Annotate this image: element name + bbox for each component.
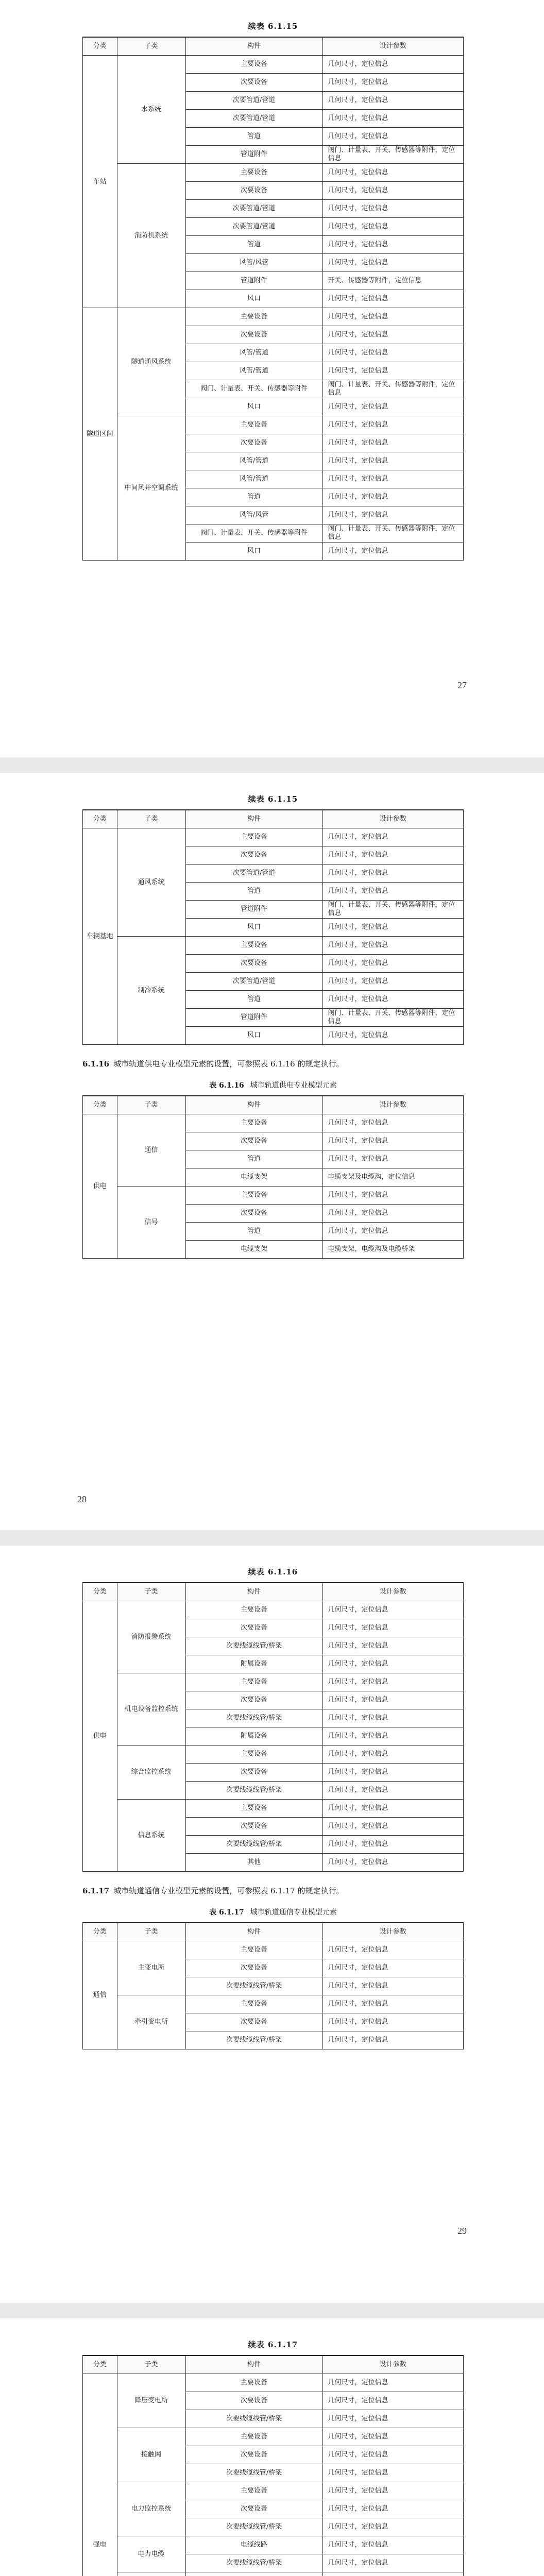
param-cell: 几何尺寸，定位信息 — [322, 1637, 463, 1655]
col-header: 分类 — [83, 37, 117, 56]
table-6-1-15-cont-2 — [82, 809, 464, 1045]
param-cell: 几何尺寸，定位信息 — [322, 434, 463, 452]
component-cell: 风管/管道 — [185, 470, 322, 488]
page-number: 27 — [457, 680, 467, 690]
param-cell: 几何尺寸，定位信息 — [322, 1027, 463, 1045]
subcategory-cell: 机电设备监控系统 — [117, 1673, 185, 1745]
param-cell: 几何尺寸，定位信息 — [322, 1977, 463, 1995]
col-header: 分类 — [83, 1583, 117, 1601]
subcategory-cell: 消防机系统 — [117, 164, 185, 308]
table-row — [83, 1745, 464, 1764]
param-cell: 几何尺寸，定位信息 — [322, 1941, 463, 1959]
param-cell: 几何尺寸，定位信息 — [322, 1959, 463, 1977]
component-cell: 主要设备 — [185, 416, 322, 434]
param-cell: 阀门、计量表、开关、传感器等附件，定位信息 — [322, 901, 463, 919]
component-cell: 风管/管道 — [185, 362, 322, 380]
category-cell: 车站 — [83, 56, 117, 308]
table-caption: 续表 6.1.15 — [248, 794, 298, 804]
param-cell: 几何尺寸，定位信息 — [322, 883, 463, 901]
param-cell: 几何尺寸，定位信息 — [322, 2031, 463, 2049]
param-cell: 几何尺寸，定位信息 — [322, 1727, 463, 1745]
component-cell: 风口 — [185, 1027, 322, 1045]
param-cell: 几何尺寸，定位信息 — [322, 955, 463, 973]
component-cell: 次要线缆线管/桥架 — [185, 1637, 322, 1655]
component-cell: 次要线缆线管/桥架 — [185, 1709, 322, 1727]
param-cell: 几何尺寸，定位信息 — [322, 326, 463, 344]
component-cell: 次要线缆线管/桥架 — [185, 1977, 322, 1995]
table-6-1-16 — [82, 1095, 464, 1259]
component-cell: 主要设备 — [185, 164, 322, 182]
subcategory-cell: 隧道通风系统 — [117, 308, 185, 416]
table-row — [83, 2428, 464, 2446]
table-header-row — [83, 37, 464, 56]
table-6-1-15-cont — [82, 37, 464, 561]
component-cell: 次要设备 — [185, 1619, 322, 1637]
col-header: 子类 — [117, 1923, 185, 1941]
page-3-content — [82, 1566, 464, 2049]
param-cell: 几何尺寸，定位信息 — [322, 2446, 463, 2464]
subcategory-cell: 通信 — [117, 1114, 185, 1187]
param-cell: 几何尺寸，定位信息 — [322, 2536, 463, 2554]
param-cell: 几何尺寸，定位信息 — [322, 1709, 463, 1727]
component-cell: 次要设备 — [185, 1205, 322, 1223]
subcategory-cell: 牵引变电所 — [117, 1995, 185, 2049]
component-cell: 次要设备 — [185, 955, 322, 973]
table-header-row — [83, 1096, 464, 1114]
param-cell: 几何尺寸，定位信息 — [322, 828, 463, 846]
param-cell: 电缆支架及电缆沟，定位信息 — [322, 1168, 463, 1187]
component-cell: 管道 — [185, 991, 322, 1009]
component-cell: 次要设备 — [185, 326, 322, 344]
param-cell: 几何尺寸，定位信息 — [322, 2374, 463, 2392]
param-cell: 几何尺寸，定位信息 — [322, 1223, 463, 1241]
component-cell: 管道 — [185, 488, 322, 506]
param-cell: 几何尺寸，定位信息 — [322, 110, 463, 128]
col-header: 子类 — [117, 810, 185, 828]
subcategory-cell: 综合监控系统 — [117, 1745, 185, 1800]
clause-number: 6.1.16 — [82, 1059, 110, 1069]
component-cell: 风口 — [185, 543, 322, 561]
col-header: 构件 — [185, 1923, 322, 1941]
component-cell: 主要设备 — [185, 2482, 322, 2500]
param-cell: 几何尺寸，定位信息 — [322, 1114, 463, 1132]
subcategory-cell: 消防报警系统 — [117, 1601, 185, 1673]
param-cell: 几何尺寸，定位信息 — [322, 973, 463, 991]
col-header: 设计参数 — [322, 810, 463, 828]
param-cell: 阀门、计量表、开关、传感器等附件，定位信息 — [322, 146, 463, 164]
col-header: 子类 — [117, 1096, 185, 1114]
table-row — [83, 937, 464, 955]
component-cell: 次要设备 — [185, 1764, 322, 1782]
subcategory-cell: 接触网 — [117, 2428, 185, 2482]
param-cell: 几何尺寸，定位信息 — [322, 2392, 463, 2410]
table-row — [83, 1673, 464, 1691]
param-cell: 几何尺寸，定位信息 — [322, 398, 463, 416]
table-row — [83, 308, 464, 326]
param-cell: 几何尺寸，定位信息 — [322, 1995, 463, 2013]
component-cell: 管道 — [185, 883, 322, 901]
col-header: 构件 — [185, 1096, 322, 1114]
table-caption: 续表 6.1.16 — [248, 1567, 298, 1577]
component-cell: 次要设备 — [185, 1132, 322, 1150]
page-2 — [0, 773, 544, 1530]
table-6-1-17-cont — [82, 2355, 464, 2576]
component-cell: 次要线缆线管/桥架 — [185, 1836, 322, 1854]
table-header-row — [83, 1583, 464, 1601]
component-cell: 次要设备 — [185, 2446, 322, 2464]
param-cell: 几何尺寸，定位信息 — [322, 1800, 463, 1818]
param-cell: 几何尺寸，定位信息 — [322, 488, 463, 506]
col-header: 设计参数 — [322, 1923, 463, 1941]
subcategory-cell: 制冷系统 — [117, 937, 185, 1045]
col-header: 分类 — [83, 1096, 117, 1114]
param-cell: 阀门、计量表、开关、传感器等附件，定位信息 — [322, 1009, 463, 1027]
page-4 — [0, 2318, 544, 2576]
table-row — [83, 2482, 464, 2500]
param-cell: 几何尺寸，定位信息 — [322, 543, 463, 561]
page-3 — [0, 1546, 544, 2303]
col-header: 设计参数 — [322, 37, 463, 56]
table-row — [83, 2374, 464, 2392]
component-cell: 次要设备 — [185, 182, 322, 200]
clause-text: 城市轨道供电专业模型元素的设置，可参照表 6.1.16 的规定执行。 — [113, 1059, 344, 1069]
param-cell: 几何尺寸，定位信息 — [322, 2482, 463, 2500]
component-cell: 次要设备 — [185, 846, 322, 865]
param-cell: 几何尺寸，定位信息 — [322, 1691, 463, 1709]
table-row — [83, 56, 464, 74]
table-header-row — [83, 2355, 464, 2374]
component-cell — [185, 2572, 322, 2576]
page-number: 29 — [457, 2226, 467, 2236]
param-cell: 几何尺寸，定位信息 — [322, 1836, 463, 1854]
param-cell: 阀门、计量表、开关、传感器等附件，定位信息 — [322, 524, 463, 543]
page-4-content — [82, 2339, 464, 2576]
component-cell: 管道附件 — [185, 146, 322, 164]
component-cell: 次要线缆线管/桥架 — [185, 2410, 322, 2428]
param-cell: 几何尺寸，定位信息 — [322, 2464, 463, 2482]
page-1-content — [82, 21, 464, 561]
param-cell: 几何尺寸，定位信息 — [322, 2554, 463, 2572]
component-cell: 管道 — [185, 1223, 322, 1241]
col-header: 构件 — [185, 37, 322, 56]
param-cell: 几何尺寸，定位信息 — [322, 290, 463, 308]
page-separator — [0, 757, 544, 773]
component-cell: 次要设备 — [185, 2500, 322, 2518]
category-cell: 强电 — [83, 2374, 117, 2576]
component-cell: 主要设备 — [185, 1995, 322, 2013]
component-cell: 次要管道/管道 — [185, 973, 322, 991]
param-cell: 几何尺寸，定位信息 — [322, 416, 463, 434]
component-cell: 主要设备 — [185, 2374, 322, 2392]
subcategory-cell: 通风系统 — [117, 828, 185, 937]
param-cell: 几何尺寸，定位信息 — [322, 506, 463, 524]
table-row — [83, 416, 464, 434]
component-cell: 风口 — [185, 919, 322, 937]
subcategory-cell: 信息系统 — [117, 1800, 185, 1872]
subcategory-cell — [117, 2572, 185, 2576]
table-row — [83, 1187, 464, 1205]
clause-paragraph — [82, 1056, 464, 1072]
col-header: 设计参数 — [322, 1583, 463, 1601]
component-cell: 管道附件 — [185, 272, 322, 290]
component-cell: 阀门、计量表、开关、传感器等附件 — [185, 524, 322, 543]
subcategory-cell: 信号 — [117, 1187, 185, 1259]
param-cell: 几何尺寸，定位信息 — [322, 1132, 463, 1150]
component-cell: 主要设备 — [185, 1601, 322, 1619]
table-row — [83, 2572, 464, 2576]
param-cell: 几何尺寸，定位信息 — [322, 2013, 463, 2031]
component-cell: 主要设备 — [185, 1673, 322, 1691]
component-cell: 次要设备 — [185, 1691, 322, 1709]
param-cell: 几何尺寸，定位信息 — [322, 2428, 463, 2446]
col-header: 子类 — [117, 2355, 185, 2374]
table-header-row — [83, 1923, 464, 1941]
component-cell: 次要管道/管道 — [185, 200, 322, 218]
param-cell: 几何尺寸，定位信息 — [322, 2410, 463, 2428]
component-cell: 次要管道/管道 — [185, 110, 322, 128]
component-cell: 管道 — [185, 128, 322, 146]
col-header: 子类 — [117, 37, 185, 56]
component-cell: 阀门、计量表、开关、传感器等附件 — [185, 380, 322, 398]
component-cell: 主要设备 — [185, 308, 322, 326]
param-cell: 几何尺寸，定位信息 — [322, 308, 463, 326]
table-caption — [82, 1907, 464, 1917]
component-cell: 电缆线路 — [185, 2536, 322, 2554]
table-caption — [82, 1080, 464, 1090]
component-cell: 主要设备 — [185, 1187, 322, 1205]
col-header: 构件 — [185, 2355, 322, 2374]
page-2-content — [82, 793, 464, 1259]
component-cell: 主要设备 — [185, 56, 322, 74]
param-cell: 几何尺寸，定位信息 — [322, 218, 463, 236]
category-cell: 供电 — [83, 1114, 117, 1259]
component-cell: 次要设备 — [185, 1818, 322, 1836]
subcategory-cell: 电力监控系统 — [117, 2482, 185, 2536]
param-cell: 几何尺寸，定位信息 — [322, 1818, 463, 1836]
param-cell: 几何尺寸，定位信息 — [322, 1782, 463, 1800]
table-row — [83, 1601, 464, 1619]
param-cell: 几何尺寸，定位信息 — [322, 1655, 463, 1673]
col-header: 子类 — [117, 1583, 185, 1601]
component-cell: 次要线缆线管/桥架 — [185, 2464, 322, 2482]
component-cell: 次要管道/管道 — [185, 92, 322, 110]
component-cell: 次要线缆线管/桥架 — [185, 2031, 322, 2049]
subcategory-cell: 中间风井空调系统 — [117, 416, 185, 561]
component-cell: 次要线缆线管/桥架 — [185, 1782, 322, 1800]
param-cell: 几何尺寸，定位信息 — [322, 1187, 463, 1205]
component-cell: 次要设备 — [185, 434, 322, 452]
component-cell: 风口 — [185, 290, 322, 308]
subcategory-cell: 电力电缆 — [117, 2536, 185, 2572]
page-1 — [0, 0, 544, 757]
component-cell: 次要线缆线管/桥架 — [185, 2518, 322, 2536]
param-cell: 几何尺寸，定位信息 — [322, 128, 463, 146]
component-cell: 主要设备 — [185, 828, 322, 846]
param-cell: 几何尺寸，定位信息 — [322, 236, 463, 254]
param-cell: 几何尺寸，定位信息 — [322, 182, 463, 200]
col-header: 分类 — [83, 810, 117, 828]
component-cell: 其他 — [185, 1854, 322, 1872]
param-cell: 几何尺寸，定位信息 — [322, 344, 463, 362]
component-cell: 次要设备 — [185, 1959, 322, 1977]
param-cell: 几何尺寸，定位信息 — [322, 92, 463, 110]
component-cell: 风管/风管 — [185, 506, 322, 524]
component-cell: 风口 — [185, 398, 322, 416]
param-cell: 几何尺寸，定位信息 — [322, 1601, 463, 1619]
table-number: 表 6.1.16 — [209, 1081, 244, 1090]
param-cell: 几何尺寸，定位信息 — [322, 1205, 463, 1223]
component-cell: 主要设备 — [185, 1941, 322, 1959]
component-cell: 次要设备 — [185, 74, 322, 92]
component-cell: 主要设备 — [185, 1800, 322, 1818]
component-cell: 电缆支架 — [185, 1241, 322, 1259]
param-cell: 几何尺寸，定位信息 — [322, 470, 463, 488]
col-header: 设计参数 — [322, 2355, 463, 2374]
col-header: 分类 — [83, 2355, 117, 2374]
param-cell: 几何尺寸，定位信息 — [322, 1673, 463, 1691]
table-caption: 续表 6.1.15 — [248, 22, 298, 31]
param-cell: 几何尺寸，定位信息 — [322, 164, 463, 182]
table-6-1-16-cont — [82, 1582, 464, 1872]
component-cell: 管道 — [185, 236, 322, 254]
table-row — [83, 1941, 464, 1959]
component-cell: 主要设备 — [185, 1745, 322, 1764]
category-cell: 车辆基地 — [83, 828, 117, 1045]
param-cell: 几何尺寸，定位信息 — [322, 846, 463, 865]
component-cell: 附属设备 — [185, 1655, 322, 1673]
param-cell: 几何尺寸，定位信息 — [322, 362, 463, 380]
subcategory-cell: 水系统 — [117, 56, 185, 164]
param-cell: 几何尺寸，定位信息 — [322, 56, 463, 74]
param-cell: 几何尺寸，定位信息 — [322, 937, 463, 955]
clause-text: 城市轨道通信专业模型元素的设置，可参照表 6.1.17 的规定执行。 — [113, 1886, 344, 1895]
component-cell: 附属设备 — [185, 1727, 322, 1745]
component-cell: 主要设备 — [185, 1114, 322, 1132]
col-header: 分类 — [83, 1923, 117, 1941]
component-cell: 主要设备 — [185, 2428, 322, 2446]
clause-number: 6.1.17 — [82, 1886, 110, 1895]
category-cell: 供电 — [83, 1601, 117, 1872]
param-cell: 几何尺寸，定位信息 — [322, 2518, 463, 2536]
param-cell: 几何尺寸，定位信息 — [322, 865, 463, 883]
component-cell: 次要线缆线管/桥架 — [185, 2554, 322, 2572]
table-row — [83, 828, 464, 846]
page-number: 28 — [77, 1494, 87, 1504]
subcategory-cell: 主变电所 — [117, 1941, 185, 1995]
col-header: 设计参数 — [322, 1096, 463, 1114]
table-row — [83, 1800, 464, 1818]
col-header: 构件 — [185, 1583, 322, 1601]
component-cell: 次要管道/管道 — [185, 218, 322, 236]
component-cell: 电缆支架 — [185, 1168, 322, 1187]
subcategory-cell: 降压变电所 — [117, 2374, 185, 2428]
param-cell: 几何尺寸，定位信息 — [322, 1150, 463, 1168]
param-cell: 几何尺寸，定位信息 — [322, 919, 463, 937]
category-cell: 通信 — [83, 1941, 117, 2049]
component-cell: 风管/管道 — [185, 344, 322, 362]
table-title: 城市轨道供电专业模型元素 — [250, 1081, 337, 1090]
clause-paragraph — [82, 1883, 464, 1899]
param-cell: 几何尺寸，定位信息 — [322, 254, 463, 272]
category-cell: 隧道区间 — [83, 308, 117, 561]
page-separator — [0, 2303, 544, 2318]
param-cell: 几何尺寸，定位信息 — [322, 74, 463, 92]
component-cell: 管道附件 — [185, 1009, 322, 1027]
component-cell: 风管/风管 — [185, 254, 322, 272]
component-cell: 管道附件 — [185, 901, 322, 919]
param-cell: 几何尺寸，定位信息 — [322, 452, 463, 470]
param-cell: 几何尺寸，定位信息 — [322, 1619, 463, 1637]
col-header: 构件 — [185, 810, 322, 828]
component-cell: 次要设备 — [185, 2013, 322, 2031]
component-cell: 主要设备 — [185, 937, 322, 955]
table-header-row — [83, 810, 464, 828]
param-cell: 阀门、计量表、开关、传感器等附件，定位信息 — [322, 380, 463, 398]
param-cell: 几何尺寸，定位信息 — [322, 200, 463, 218]
component-cell: 次要设备 — [185, 2392, 322, 2410]
table-6-1-17 — [82, 1922, 464, 2049]
param-cell: 几何尺寸，定位信息 — [322, 991, 463, 1009]
component-cell: 管道 — [185, 1150, 322, 1168]
table-caption: 续表 6.1.17 — [248, 2340, 298, 2349]
component-cell: 风管/管道 — [185, 452, 322, 470]
param-cell: 开关、传感器等附件，定位信息 — [322, 272, 463, 290]
param-cell: 几何尺寸，定位信息 — [322, 1745, 463, 1764]
table-row — [83, 2536, 464, 2554]
table-row — [83, 1114, 464, 1132]
param-cell: 电缆支架，电缆沟及电缆桥架 — [322, 1241, 463, 1259]
table-title: 城市轨道通信专业模型元素 — [250, 1908, 337, 1917]
param-cell: 几何尺寸，定位信息 — [322, 2500, 463, 2518]
param-cell: 几何尺寸，定位信息 — [322, 1764, 463, 1782]
table-number: 表 6.1.17 — [209, 1908, 244, 1917]
param-cell: 几何尺寸，定位信息 — [322, 1854, 463, 1872]
param-cell — [322, 2572, 463, 2576]
component-cell: 次要管道/管道 — [185, 865, 322, 883]
table-row — [83, 1995, 464, 2013]
page-separator — [0, 1530, 544, 1546]
table-row — [83, 164, 464, 182]
